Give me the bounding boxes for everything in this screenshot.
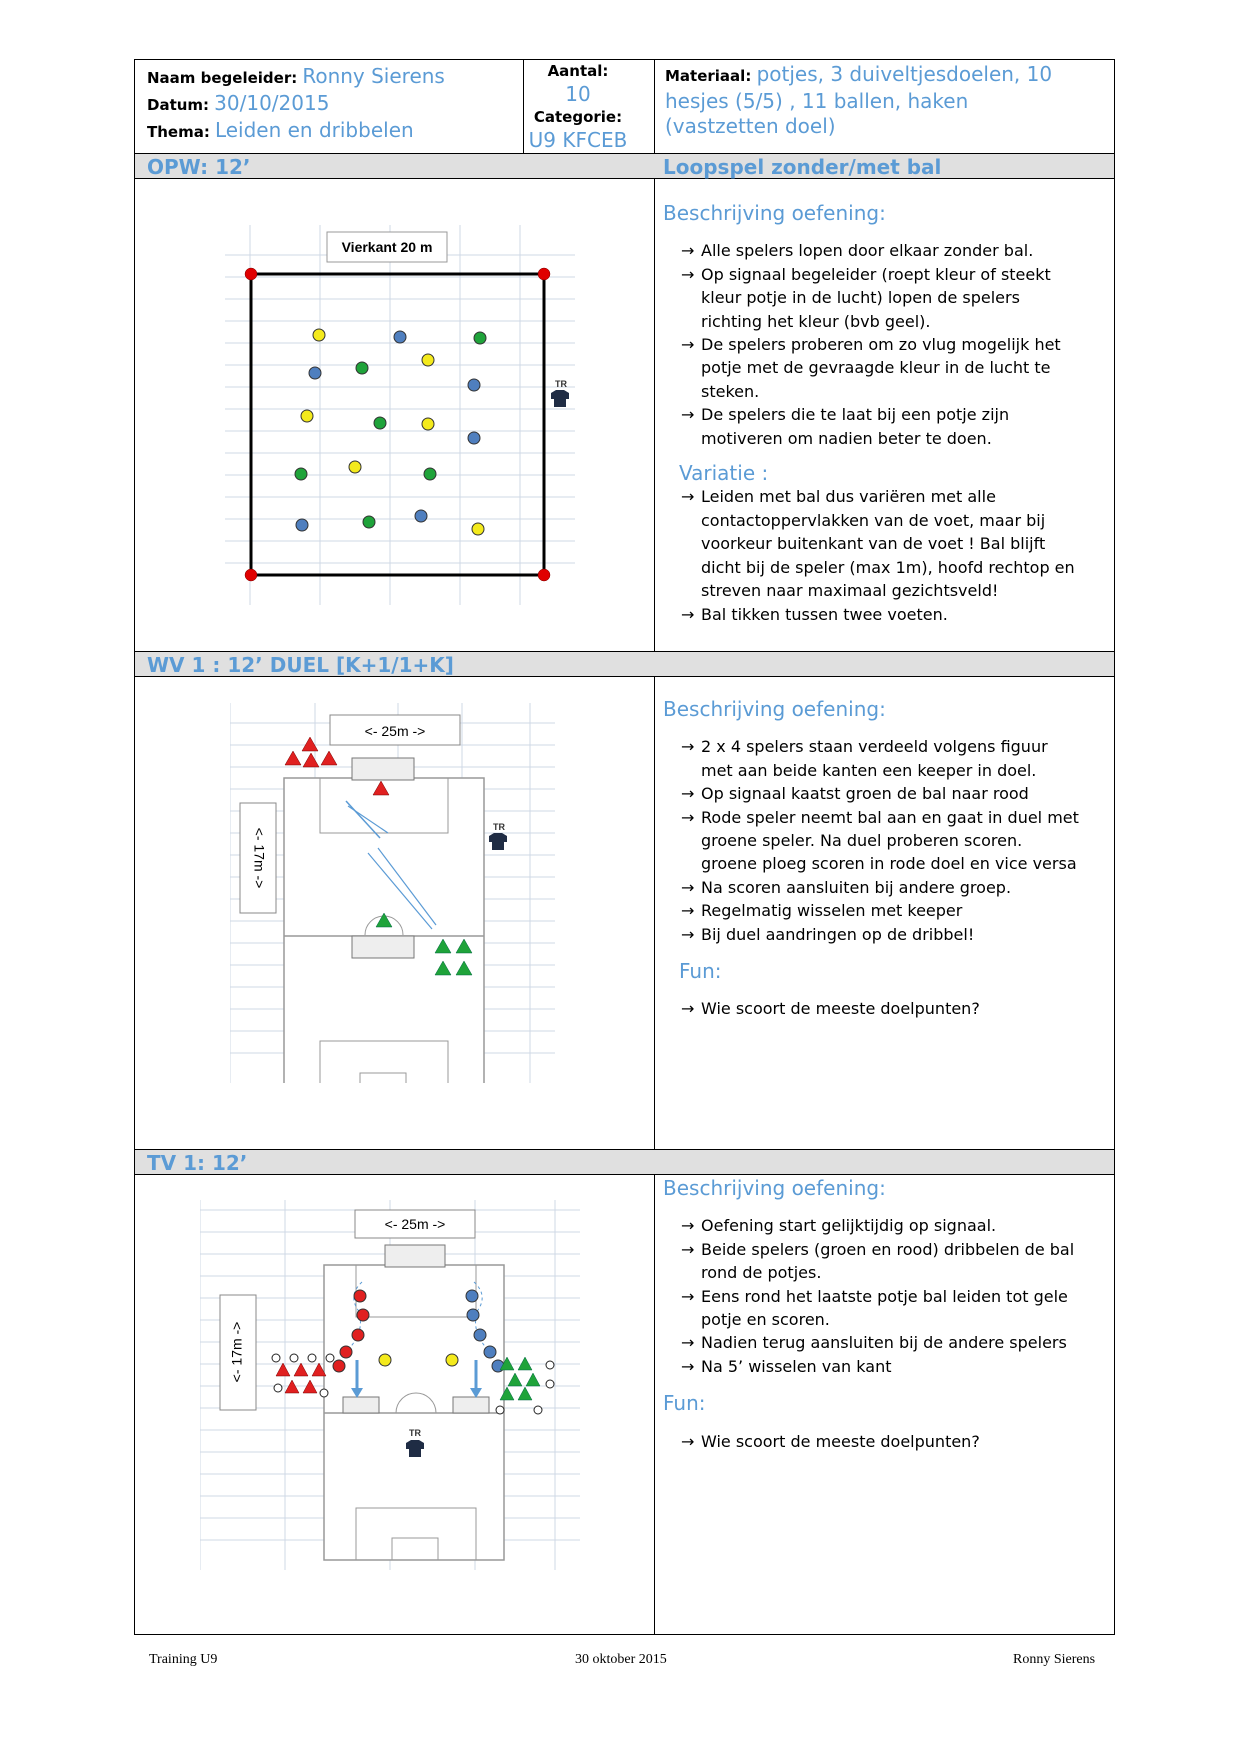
bullet-line: dicht bij de speler (max 1m), hoofd rechtop en xyxy=(701,557,1075,577)
trainer-shirt-icon xyxy=(489,833,507,850)
bullet-line: met aan beide kanten een keeper in doel. xyxy=(701,760,1037,780)
right-arrow-icon: → xyxy=(681,264,695,284)
green-cone xyxy=(374,417,386,429)
green-cone xyxy=(474,332,486,344)
square-field xyxy=(251,274,544,575)
right-arrow-icon: → xyxy=(681,1333,695,1353)
yellow-cone xyxy=(422,354,434,366)
bullet-item xyxy=(663,899,1108,922)
naam-value: Ronny Sierens xyxy=(302,64,445,88)
red-player-icon xyxy=(303,753,319,767)
bullet-line: streven naar maximaal gezichtsveld! xyxy=(701,581,999,601)
goal-icon xyxy=(385,1245,445,1267)
bullet-item xyxy=(663,876,1108,899)
red-player-icon xyxy=(294,1363,308,1376)
bullet-item xyxy=(663,1214,1108,1237)
materiaal-value-3: (vastzetten doel) xyxy=(665,114,836,138)
opw-bar xyxy=(135,153,1114,179)
bullet-line: steken. xyxy=(701,381,760,401)
header-right: Materiaal: potjes, 3 duiveltjesdoelen, 10 hesjes (5/5) , 11 ballen, haken (vastzetten doel) xyxy=(665,62,1053,138)
training-sheet xyxy=(134,59,1115,1635)
blue-cone xyxy=(468,432,480,444)
opw-trainer-label: TR xyxy=(555,379,567,389)
right-arrow-icon: → xyxy=(681,1216,695,1236)
opw-right-title: Loopspel zonder/met bal xyxy=(663,155,942,179)
bullet-line: Alle spelers lopen door elkaar zonder bal. xyxy=(701,241,1034,261)
wv1-trainer-label: TR xyxy=(493,822,505,832)
yellow-cone xyxy=(313,329,325,341)
bullet-item xyxy=(663,1331,1108,1354)
categorie-label: Categorie: xyxy=(533,108,623,126)
tv1-diagram xyxy=(200,1200,580,1570)
tv1-width-label: <- 25m -> xyxy=(384,1216,446,1232)
red-cone xyxy=(538,268,550,280)
opw-items xyxy=(663,239,1108,450)
right-arrow-icon: → xyxy=(681,604,695,624)
bullet-line: motiveren om nadien beter te doen. xyxy=(701,428,992,448)
green-player-icon xyxy=(508,1373,522,1386)
wv1-pitch xyxy=(284,778,484,1083)
footer-right: Ronny Sierens xyxy=(1013,1652,1096,1667)
bullet-line: Bij duel aandringen op de dribbel! xyxy=(701,924,975,944)
opw-diagram-label: Vierkant 20 m xyxy=(341,239,433,255)
blue-cone xyxy=(466,1290,478,1302)
bullet-line: voorkeur buitenkant van de voet ! Bal blijft xyxy=(701,534,1046,554)
ball-icon xyxy=(326,1354,334,1362)
bullet-line: De spelers proberen om zo vlug mogelijk het xyxy=(701,335,1061,355)
bullet-item xyxy=(663,782,1108,805)
goal-icon xyxy=(343,1397,379,1413)
header-row xyxy=(135,60,1114,154)
tv1-description xyxy=(663,1177,1108,1453)
green-player-icon xyxy=(518,1387,532,1400)
aantal-value: 10 xyxy=(565,82,591,106)
footer-left: Training U9 xyxy=(149,1652,218,1667)
categorie-value: U9 KFCEB xyxy=(528,128,628,152)
right-arrow-icon: → xyxy=(681,999,695,1019)
header-middle xyxy=(523,60,633,152)
bullet-item xyxy=(663,333,1108,403)
right-arrow-icon: → xyxy=(681,1239,695,1259)
ball-icon xyxy=(496,1406,504,1414)
green-cone xyxy=(424,468,436,480)
right-arrow-icon: → xyxy=(681,487,695,507)
yellow-cone xyxy=(446,1354,458,1366)
blue-cone xyxy=(296,519,308,531)
bullet-line: groene speler. Na duel proberen scoren. xyxy=(701,831,1023,851)
datum-label: Datum: xyxy=(147,96,210,114)
red-cone xyxy=(333,1360,345,1372)
opw-title: OPW: 12’ xyxy=(147,155,251,179)
ball-icon xyxy=(290,1354,298,1362)
header-divider-2 xyxy=(654,60,655,153)
red-player-icon xyxy=(302,737,318,751)
ball-icon xyxy=(546,1361,554,1369)
bullet-item xyxy=(663,403,1108,450)
right-arrow-icon: → xyxy=(681,1431,695,1451)
bullet-line: potje met de gevraagde kleur in de lucht te xyxy=(701,358,1051,378)
ball-icon xyxy=(534,1406,542,1414)
bullet-item xyxy=(663,1285,1108,1332)
bullet-line: De spelers die te laat bij een potje zijn xyxy=(701,405,1010,425)
yellow-cone xyxy=(472,523,484,535)
bullet-line: contactoppervlakken van de voet, maar bij xyxy=(701,510,1046,530)
naam-label: Naam begeleider: xyxy=(147,69,298,87)
green-player-icon xyxy=(526,1373,540,1386)
blue-cone xyxy=(309,367,321,379)
ball-icon xyxy=(274,1384,282,1392)
right-arrow-icon: → xyxy=(681,901,695,921)
wv1-description xyxy=(663,698,1108,1021)
bullet-line: rond de potjes. xyxy=(701,1263,822,1283)
right-arrow-icon: → xyxy=(681,877,695,897)
yellow-cone xyxy=(349,461,361,473)
blue-cone xyxy=(467,1309,479,1321)
bullet-item xyxy=(663,806,1108,876)
green-cone xyxy=(363,516,375,528)
bullet-item xyxy=(663,263,1108,333)
bullet-line: Wie scoort de meeste doelpunten? xyxy=(701,1431,980,1451)
yellow-cone xyxy=(379,1354,391,1366)
materiaal-value-2: hesjes (5/5) , 11 ballen, haken xyxy=(665,89,969,113)
bullet-line: Beide spelers (groen en rood) dribbelen de bal xyxy=(701,1239,1075,1259)
bullet-item xyxy=(663,923,1108,946)
bullet-line: Wie scoort de meeste doelpunten? xyxy=(701,999,980,1019)
bullet-item xyxy=(663,997,1108,1020)
aantal-label: Aantal: xyxy=(547,62,609,80)
blue-cone xyxy=(415,510,427,522)
red-player-icon xyxy=(285,751,301,765)
bullet-line: Na 5’ wisselen van kant xyxy=(701,1356,892,1376)
materiaal-value-1: potjes, 3 duiveltjesdoelen, 10 xyxy=(756,62,1053,86)
bullet-line: groene ploeg scoren in rode doel en vice versa xyxy=(701,854,1077,874)
header-left xyxy=(147,64,445,145)
blue-cone xyxy=(394,331,406,343)
thema-value: Leiden en dribbelen xyxy=(214,118,414,142)
ball-icon xyxy=(308,1354,316,1362)
bullet-line: Nadien terug aansluiten bij de andere spelers xyxy=(701,1333,1067,1353)
blue-cone xyxy=(484,1346,496,1358)
ball-icon xyxy=(320,1389,328,1397)
bullet-line: Leiden met bal dus variëren met alle xyxy=(701,487,996,507)
tv1-fun-heading: Fun: xyxy=(663,1391,706,1416)
bullet-item xyxy=(663,485,1108,602)
red-cone xyxy=(357,1309,369,1321)
opw-description xyxy=(663,202,1108,626)
red-cone xyxy=(354,1290,366,1302)
footer-center: 30 oktober 2015 xyxy=(575,1652,667,1667)
yellow-cone xyxy=(301,410,313,422)
tv1-title: TV 1: 12’ xyxy=(147,1151,248,1175)
bullet-line: Eens rond het laatste potje bal leiden tot gele xyxy=(701,1286,1068,1306)
tv1-bar xyxy=(135,1149,1114,1175)
red-player-icon xyxy=(321,751,337,765)
red-cone xyxy=(245,268,257,280)
bullet-line: Rode speler neemt bal aan en gaat in duel met xyxy=(701,807,1079,827)
wv1-bar xyxy=(135,651,1114,677)
bullet-item xyxy=(663,1430,1108,1453)
ball-icon xyxy=(546,1380,554,1388)
tv1-items xyxy=(663,1214,1108,1378)
wv1-height-label: <- 17m -> xyxy=(251,827,268,889)
bullet-line: 2 x 4 spelers staan verdeeld volgens figuur xyxy=(701,737,1048,757)
bullet-item xyxy=(663,1355,1108,1378)
bullet-line: Bal tikken tussen twee voeten. xyxy=(701,604,948,624)
red-player-icon xyxy=(276,1363,290,1376)
thema-label: Thema: xyxy=(147,123,210,141)
opw-desc-heading: Beschrijving oefening: xyxy=(663,201,886,225)
tv1-height-label: <- 17m -> xyxy=(228,1321,245,1383)
blue-cone xyxy=(474,1329,486,1341)
opw-diagram xyxy=(225,225,575,605)
materiaal-label: Materiaal xyxy=(665,67,746,85)
right-arrow-icon: → xyxy=(681,807,695,827)
tv1-fun-items xyxy=(663,1430,1108,1453)
red-cone xyxy=(245,569,257,581)
right-arrow-icon: → xyxy=(681,924,695,944)
green-cone xyxy=(356,362,368,374)
bullet-line: Oefening start gelijktijdig op signaal. xyxy=(701,1216,997,1236)
bullet-line: Na scoren aansluiten bij andere groep. xyxy=(701,877,1012,897)
red-cone xyxy=(352,1329,364,1341)
bullet-item xyxy=(663,239,1108,262)
right-arrow-icon: → xyxy=(681,405,695,425)
right-arrow-icon: → xyxy=(681,1356,695,1376)
wv1-items xyxy=(663,735,1108,946)
bullet-line: richting het kleur (bvb geel). xyxy=(701,311,931,331)
tv1-trainer-label: TR xyxy=(409,1428,421,1438)
yellow-cone xyxy=(422,418,434,430)
bullet-line: Regelmatig wisselen met keeper xyxy=(701,901,963,921)
bullet-line: potje en scoren. xyxy=(701,1310,830,1330)
goal-icon xyxy=(453,1397,489,1413)
right-arrow-icon: → xyxy=(681,1286,695,1306)
datum-value: 30/10/2015 xyxy=(214,91,330,115)
right-arrow-icon: → xyxy=(681,335,695,355)
bullet-item xyxy=(663,603,1108,626)
goal-icon xyxy=(352,758,414,780)
right-arrow-icon: → xyxy=(681,737,695,757)
bullet-line: Op signaal kaatst groen de bal naar rood xyxy=(701,784,1029,804)
ball-icon xyxy=(272,1354,280,1362)
bullet-line: Op signaal begeleider (roept kleur of steekt xyxy=(701,264,1051,284)
wv1-width-label: <- 25m -> xyxy=(364,723,426,739)
trainer-shirt-icon xyxy=(551,390,569,407)
opw-variatie-heading: Variatie : xyxy=(679,461,769,486)
right-arrow-icon: → xyxy=(681,241,695,261)
column-divider xyxy=(654,153,655,1635)
bullet-item xyxy=(663,735,1108,782)
red-cone xyxy=(340,1346,352,1358)
wv1-title: WV 1 : 12’ DUEL [K+1/1+K] xyxy=(147,653,454,677)
wv1-desc-heading: Beschrijving oefening: xyxy=(663,697,886,721)
wv1-fun-items xyxy=(663,997,1108,1020)
blue-cone xyxy=(468,379,480,391)
opw-variatie-items xyxy=(663,485,1108,625)
bullet-line: kleur potje in de lucht) lopen de spelers xyxy=(701,288,1020,308)
bullet-item xyxy=(663,1238,1108,1285)
wv1-fun-heading: Fun: xyxy=(679,959,722,984)
tv1-desc-heading: Beschrijving oefening: xyxy=(663,1176,886,1200)
right-arrow-icon: → xyxy=(681,784,695,804)
red-cone xyxy=(538,569,550,581)
goal-icon xyxy=(352,936,414,958)
wv1-diagram xyxy=(230,703,555,1083)
green-cone xyxy=(295,468,307,480)
